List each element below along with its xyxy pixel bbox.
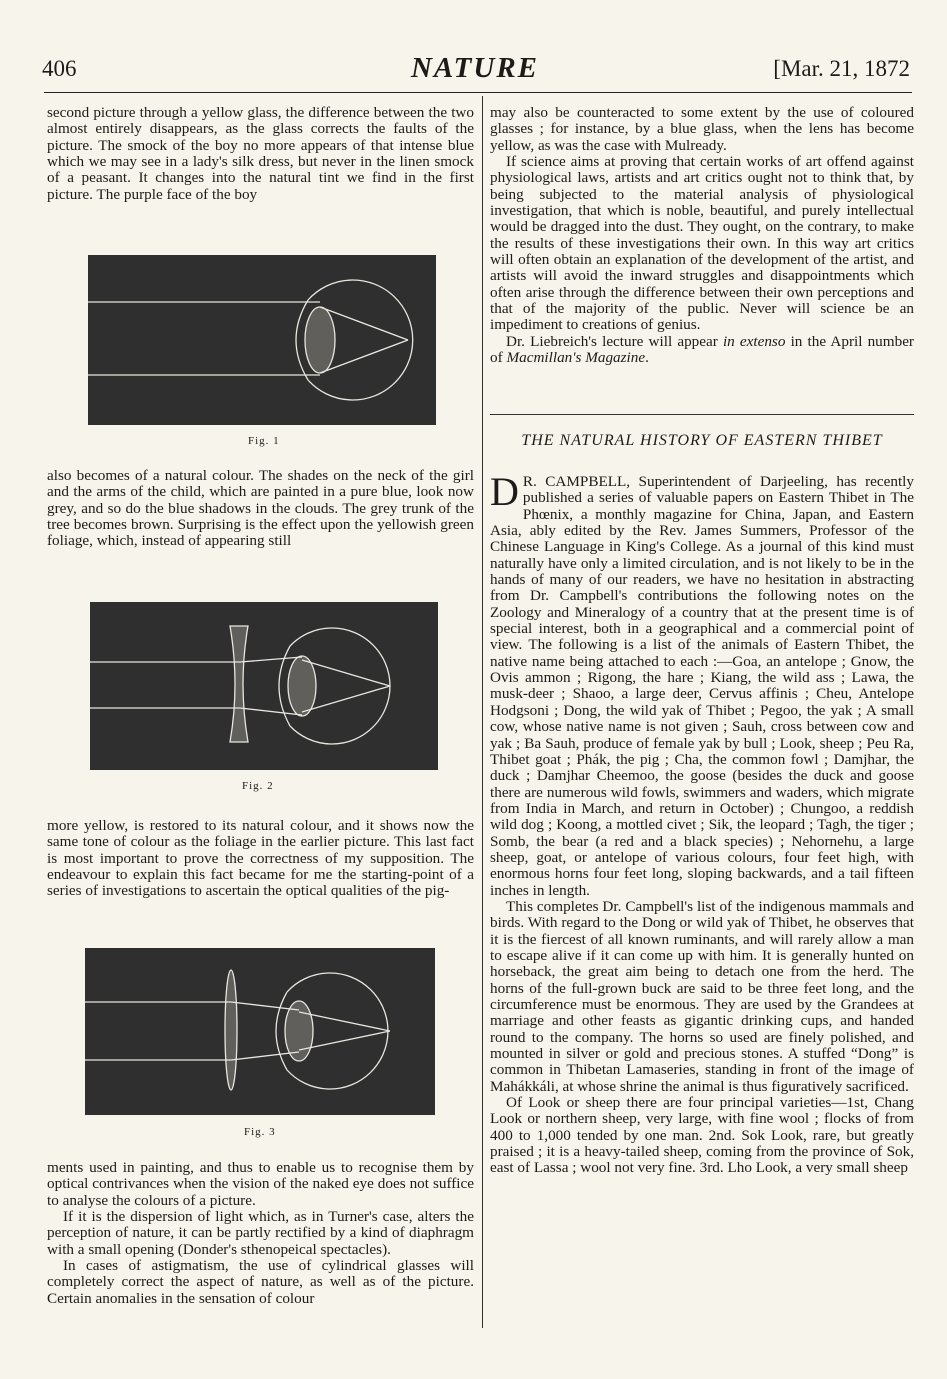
section-rule xyxy=(490,414,914,415)
drop-cap: D xyxy=(490,469,519,514)
left-para-3: more yellow, is restored to its natural colour, and it shows now the same tone of colour as the foliage in the earlier picture. This last fact is most important to prove the correctness of my supposition. The endeavour to explain this fact became for me the starting-point of a series of investigations to ascertain the optical qualities of the pig- xyxy=(47,817,474,900)
page-header xyxy=(40,52,910,92)
eye-diagram-2 xyxy=(90,602,438,770)
left-para-4 xyxy=(47,1160,474,1307)
eye-diagram-1 xyxy=(88,255,436,425)
right-para-3: Dr. Liebreich's lecture will appear in extenso in the April number of Macmillan's Magazine. xyxy=(490,332,914,367)
right-top-text xyxy=(490,105,914,367)
left-para-5: If it is the dispersion of light which, as in Turner's case, alters the perception of nature, it can be partly rectified by a kind of diaphragm with a small opening (Donder's sthenopeical spectacles). xyxy=(47,1208,474,1258)
left-para-2: also becomes of a natural colour. The shades on the neck of the girl and the arms of the child, which are painted in a pure blue, look now grey, and so do the blue shadows in the clouds. The grey trunk of the tree becomes brown. Surprising is the effect upon the yellowish green foliage, which, instead of appearing still xyxy=(47,467,474,550)
figure-1 xyxy=(88,255,436,425)
eye-diagram-3 xyxy=(85,948,435,1115)
figure-3-caption: Fig. 3 xyxy=(244,1126,276,1138)
section-title: THE NATURAL HISTORY OF EASTERN THIBET xyxy=(521,432,883,449)
right-para-6: Of Look or sheep there are four principal varieties—1st, Chang Look or northern sheep, very large, with fine wool ; flocks of from 400 to 1,000 tended by one man. 2nd. Sok Look, rare, but greatly praised ; it is a heavy-tailed sheep, coming from the province of Sok, east of Lassa ; wool not very fine. 3rd. Lho Look, a very small sheep xyxy=(490,1094,914,1177)
figure-2-caption: Fig. 2 xyxy=(242,780,274,792)
figure-2 xyxy=(90,602,438,770)
left-para-4-text: ments used in painting, and thus to enable us to recognise them by optical contrivances when the vision of the naked eye does not suffice to analyse the colours of a picture. xyxy=(47,1159,474,1209)
figure-1-caption: Fig. 1 xyxy=(248,435,280,447)
right-para-1: may also be counteracted to some extent by the use of coloured glasses ; for instance, by a blue glass, when the lens has become yellow, as was the case with Mulready. xyxy=(490,104,914,154)
right-para-2: If science aims at proving that certain works of art offend against physiological laws, artists and art critics ought not to think that, by being subjected to the material analysis of physiological investigation, that which is noble, beautiful, and purely intellectual would be dragged into the dust. They ought, on the contrary, to make the results of these investigations their own. In this way art critics will often obtain an explanation of the development of the artist, and artists will avoid the inward struggles and disappointments which often arise through the difference between their own perceptions and that of the majority of the public. Never will science be an impediment to creations of genius. xyxy=(490,153,914,334)
left-para-6: In cases of astigmatism, the use of cylindrical glasses will completely correct the aspect of nature, as well as of the picture. Certain anomalies in the sensation of colour xyxy=(47,1257,474,1307)
header-rule xyxy=(44,92,912,93)
right-article-text xyxy=(490,469,914,1177)
figure-3 xyxy=(85,948,435,1115)
right-para-4: D R. CAMPBELL, Superintendent of Darjeeling, has recently published a series of valuable papers on Eastern Thibet in The Phœnix, a monthly magazine for China, Japan, and Eastern Asia, ably edited by the Rev. James Summers, Professor of the Chinese Language in King's College. As a journal of this kind must naturally have only a limited circulation, and is not likely to be in the hands of many of our readers, we have no hesitation in abstracting from Dr. Campbell's contributions the following notes on the Zoology and Mineralogy of a country that at the present time is of special interest, both in a geographical and a commercial point of view. The following is a list of the animals of Eastern Thibet, the native name being attached to each :—Goa, an antelope ; Gnow, the Ovis ammon ; Rigong, the hare ; Kiang, the wild ass ; Lawa, the musk-deer ; Shaoo, a large deer, Cervus affinis ; Cheu, Antelope Hodgsoni ; Dong, the wild yak of Thibet ; Pegoo, the yak ; A small cow, whose native name is not given ; Sauh, cross between cow and yak ; Ba Sauh, produce of female yak by bull ; Look, sheep ; Peu Ra, Thibet goat ; Phák, the pig ; Cha, the common fowl ; Damjhar, the duck ; Damjhar Cheemoo, the goose (besides the duck and goose there are numerous wild fowls, swimmers and waders, which migrate from India in March, and return in October) ; Chungoo, a reddish wild dog ; Koong, a mottled civet ; Sik, the leopard ; Tagh, the tiger ; Somb, the bear (a red and a black species) ; Nehornehu, a large sheep, goat, or antelope of various colours, four feet high, with enormous horns four feet long, sloping backwards, and a tail fifteen inches in length. xyxy=(490,469,914,899)
issue-date: [Mar. 21, 1872 xyxy=(773,56,910,81)
right-para-5: This completes Dr. Campbell's list of the indigenous mammals and birds. With regard to the Dong or wild yak of Thibet, he observes that it is the fiercest of all known ruminants, and will rarely allow a man to escape alive if it can come up with him. It is generally hunted on horseback, the great aim being to detach one from the herd. The horns of the full-grown buck are said to be three feet long, and the circumference must be enormous. They are used by the Grandees at marriage and other feasts as gigantic drinking cups, and handed round to the company. The horns so used are finely polished, and mounted in silver or gold and precious stones. A stuffed “Dong” is common in Thibetan Lamaseries, standing in front of the image of Mahákkáli, at whose shrine the animal is thus figuratively sacrificed. xyxy=(490,897,914,1095)
left-para-1: second picture through a yellow glass, the difference between the two almost entirely disappears, as the glass corrects the faults of the picture. The smock of the boy no more appears of that intense blue which we may see in a lady's silk dress, but never in the linen smock of a peasant. It changes into the natural tint we find in the first picture. The purple face of the boy xyxy=(47,104,474,203)
journal-title: NATURE xyxy=(410,52,540,84)
page-number: 406 xyxy=(42,56,77,81)
column-divider xyxy=(482,96,483,1328)
